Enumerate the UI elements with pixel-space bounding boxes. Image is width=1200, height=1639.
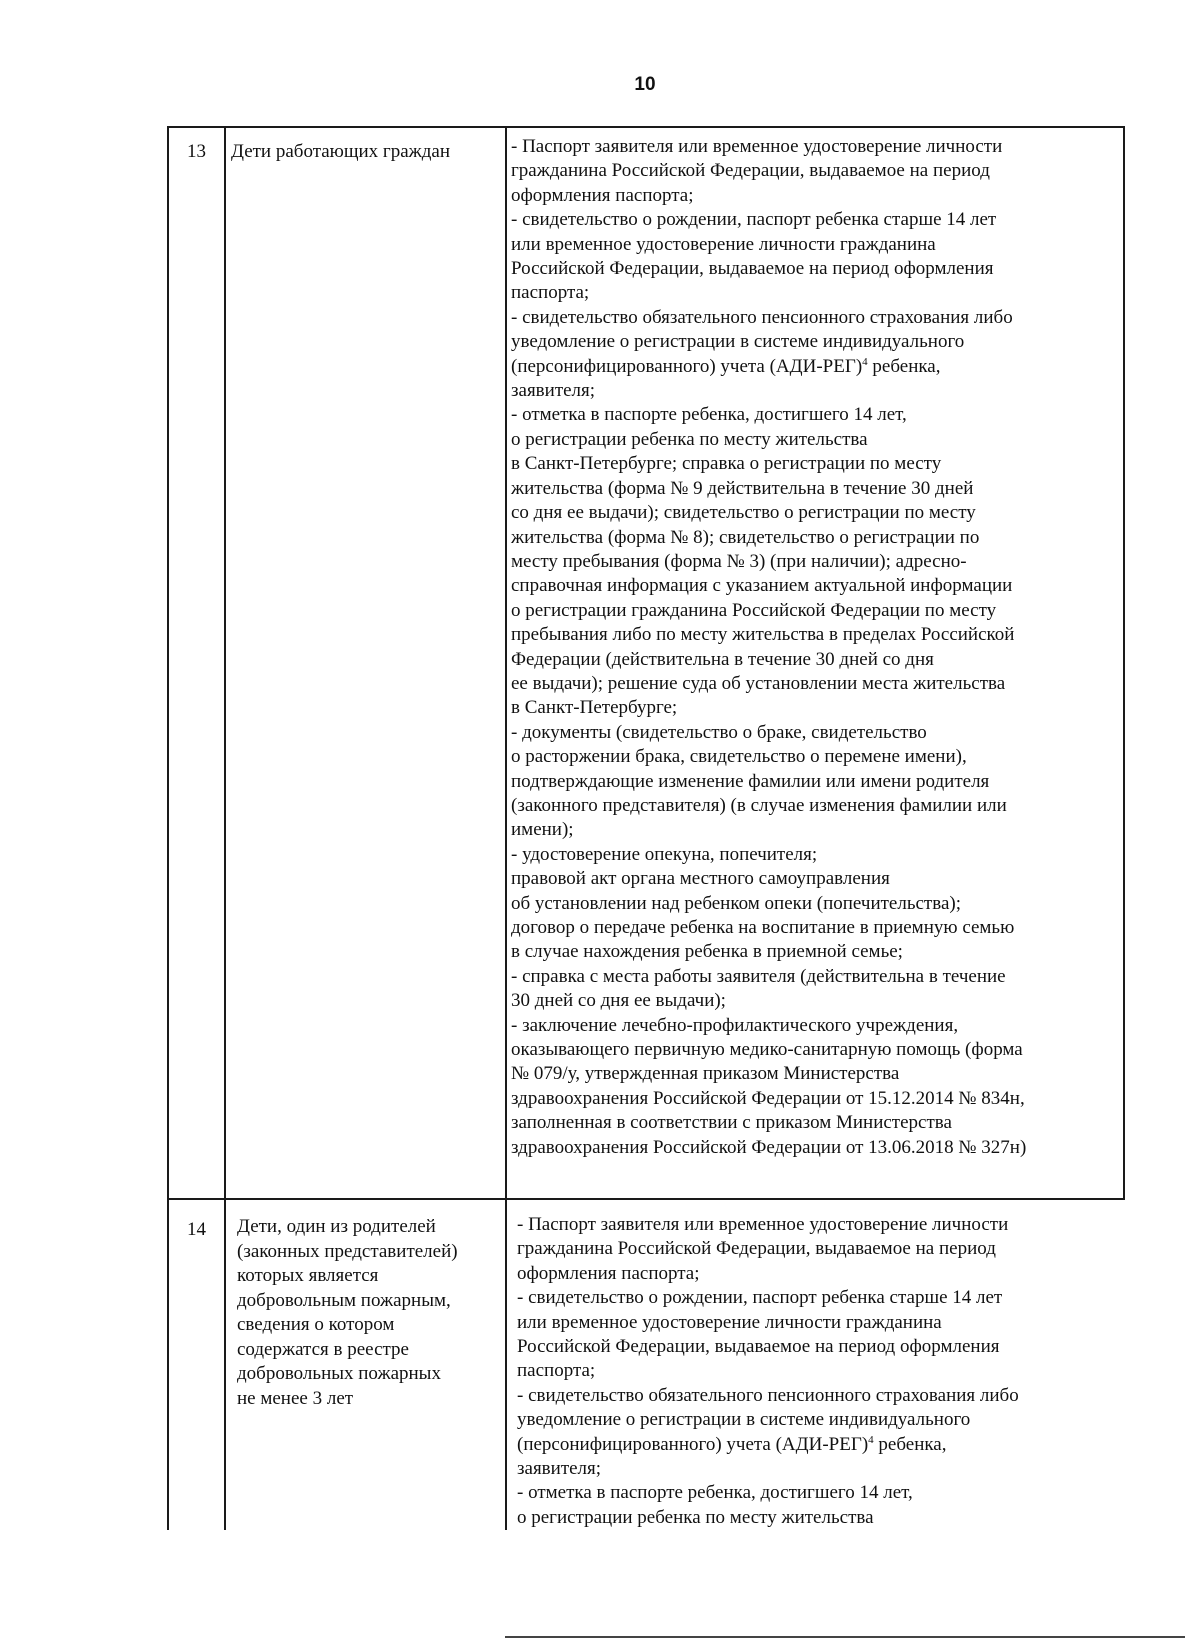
document-line: уведомление о регистрации в системе индивидуального: [517, 1409, 971, 1431]
document-line: гражданина Российской Федерации, выдаваемое на период: [511, 160, 990, 182]
document-line: со дня ее выдачи); свидетельство о регистрации по месту: [511, 502, 976, 524]
footnote-ref: 4: [868, 1433, 874, 1446]
row-14-number: 14: [187, 1219, 206, 1240]
documents-table: [167, 126, 1125, 1530]
row-divider: [167, 1198, 1125, 1200]
page-number: 10: [634, 74, 656, 95]
table-border-right: [1123, 126, 1125, 1200]
row-14-category: [237, 1215, 503, 1411]
document-line: здравоохранения Российской Федерации от 13.06.2018 № 327н): [511, 1136, 1027, 1158]
document-line: № 079/у, утвержденная приказом Министерства: [511, 1063, 900, 1085]
document-line: жительства (форма № 9 действительна в течение 30 дней: [511, 477, 974, 499]
page-bottom-rule: [505, 1636, 1185, 1638]
category-line: Дети, один из родителей: [237, 1216, 436, 1237]
document-line: в случае нахождения ребенка в приемной семье;: [511, 941, 903, 963]
document-line: подтверждающие изменение фамилии или имени родителя: [511, 770, 990, 792]
document-line: справочная информация с указанием актуальной информации: [511, 575, 1013, 597]
document-line: заявителя;: [511, 380, 596, 402]
row-13-documents: [511, 135, 1117, 1160]
document-line: пребывания либо по месту жительства в пределах Российской: [511, 624, 1015, 646]
document-line: о регистрации ребенка по месту жительства: [517, 1506, 874, 1528]
document-line: о регистрации ребенка по месту жительства: [511, 428, 868, 450]
category-line: содержатся в реестре: [237, 1338, 409, 1360]
document-line: в Санкт-Петербурге; справка о регистрации по месту: [511, 453, 942, 475]
table-border-left: [167, 126, 169, 1530]
document-line: (законного представителя) (в случае изменения фамилии или: [511, 794, 1007, 816]
document-line: жительства (форма № 8); свидетельство о регистрации по: [511, 526, 980, 548]
document-line: - заключение лечебно-профилактического учреждения,: [511, 1014, 959, 1036]
document-line: в Санкт-Петербурге;: [511, 697, 678, 719]
document-line: Федерации (действительна в течение 30 дней со дня: [511, 648, 934, 670]
document-line: о регистрации гражданина Российской Федерации по месту: [511, 599, 997, 621]
category-line: добровольным пожарным,: [237, 1289, 451, 1311]
row-14-documents: [517, 1213, 1117, 1530]
document-line: - Паспорт заявителя или временное удостоверение личности: [511, 136, 1003, 157]
category-line: не менее 3 лет: [237, 1387, 354, 1409]
footnote-ref: 4: [862, 355, 868, 368]
category-line: добровольных пожарных: [237, 1363, 441, 1384]
document-line: - Паспорт заявителя или временное удостоверение личности: [517, 1214, 1009, 1235]
document-line: Российской Федерации, выдаваемое на период оформления: [517, 1336, 1000, 1358]
document-line: или временное удостоверение личности гражданина: [517, 1311, 942, 1333]
category-line: Дети работающих граждан: [231, 141, 451, 162]
document-line: - отметка в паспорте ребенка, достигшего 14 лет,: [517, 1482, 913, 1504]
document-line: о расторжении брака, свидетельство о перемене имени),: [511, 746, 967, 768]
document-line: - свидетельство обязательного пенсионного страхования либо: [511, 306, 1013, 328]
document-line: оказывающего первичную медико-санитарную помощь (форма: [511, 1039, 1023, 1061]
column-divider-1: [224, 126, 226, 1530]
document-line: (персонифицированного) учета $(АДИ-РЕГ)^4$ ребенка,: [517, 1433, 947, 1455]
document-line: правовой акт органа местного самоуправления: [511, 868, 890, 890]
document-line: (персонифицированного) учета $(АДИ-РЕГ)^4$ ребенка,: [511, 355, 941, 377]
document-line: гражданина Российской Федерации, выдаваемое на период: [517, 1238, 996, 1260]
document-line: ее выдачи); решение суда об установлении места жительства: [511, 672, 1006, 694]
document-line: - удостоверение опекуна, попечителя;: [511, 843, 818, 865]
category-line: сведения о котором: [237, 1314, 395, 1335]
document-line: паспорта;: [517, 1360, 596, 1382]
row-13-number: 13: [187, 141, 206, 162]
document-line: имени);: [511, 819, 574, 841]
document-line: - свидетельство обязательного пенсионного страхования либо: [517, 1384, 1019, 1406]
table-border-top: [167, 126, 1125, 128]
category-line: (законных представителей): [237, 1240, 458, 1262]
row-13-category: [231, 140, 501, 165]
column-divider-2: [505, 126, 507, 1530]
document-line: договор о передаче ребенка на воспитание в приемную семью: [511, 917, 1015, 938]
document-line: - отметка в паспорте ребенка, достигшего 14 лет,: [511, 404, 907, 426]
document-line: 30 дней со дня ее выдачи);: [511, 990, 726, 1012]
document-line: - свидетельство о рождении, паспорт ребенка старше 14 лет: [511, 209, 997, 231]
document-line: - документы (свидетельство о браке, свидетельство: [511, 721, 927, 743]
document-line: или временное удостоверение личности гражданина: [511, 233, 936, 255]
document-line: Российской Федерации, выдаваемое на период оформления: [511, 258, 994, 280]
document-line: заполненная в соответствии с приказом Министерства: [511, 1112, 952, 1134]
document-line: уведомление о регистрации в системе индивидуального: [511, 331, 965, 353]
document-line: паспорта;: [511, 282, 590, 304]
document-line: оформления паспорта;: [517, 1262, 700, 1284]
document-line: здравоохранения Российской Федерации от 15.12.2014 № 834н,: [511, 1087, 1025, 1109]
document-line: оформления паспорта;: [511, 184, 694, 206]
document-line: - свидетельство о рождении, паспорт ребенка старше 14 лет: [517, 1287, 1003, 1309]
document-line: заявителя;: [517, 1458, 602, 1480]
category-line: которых является: [237, 1265, 379, 1286]
document-line: об установлении над ребенком опеки (попечительства);: [511, 892, 961, 914]
document-line: месту пребывания (форма № 3) (при наличии); адресно-: [511, 550, 967, 572]
document-line: - справка с места работы заявителя (действительна в течение: [511, 965, 1006, 987]
